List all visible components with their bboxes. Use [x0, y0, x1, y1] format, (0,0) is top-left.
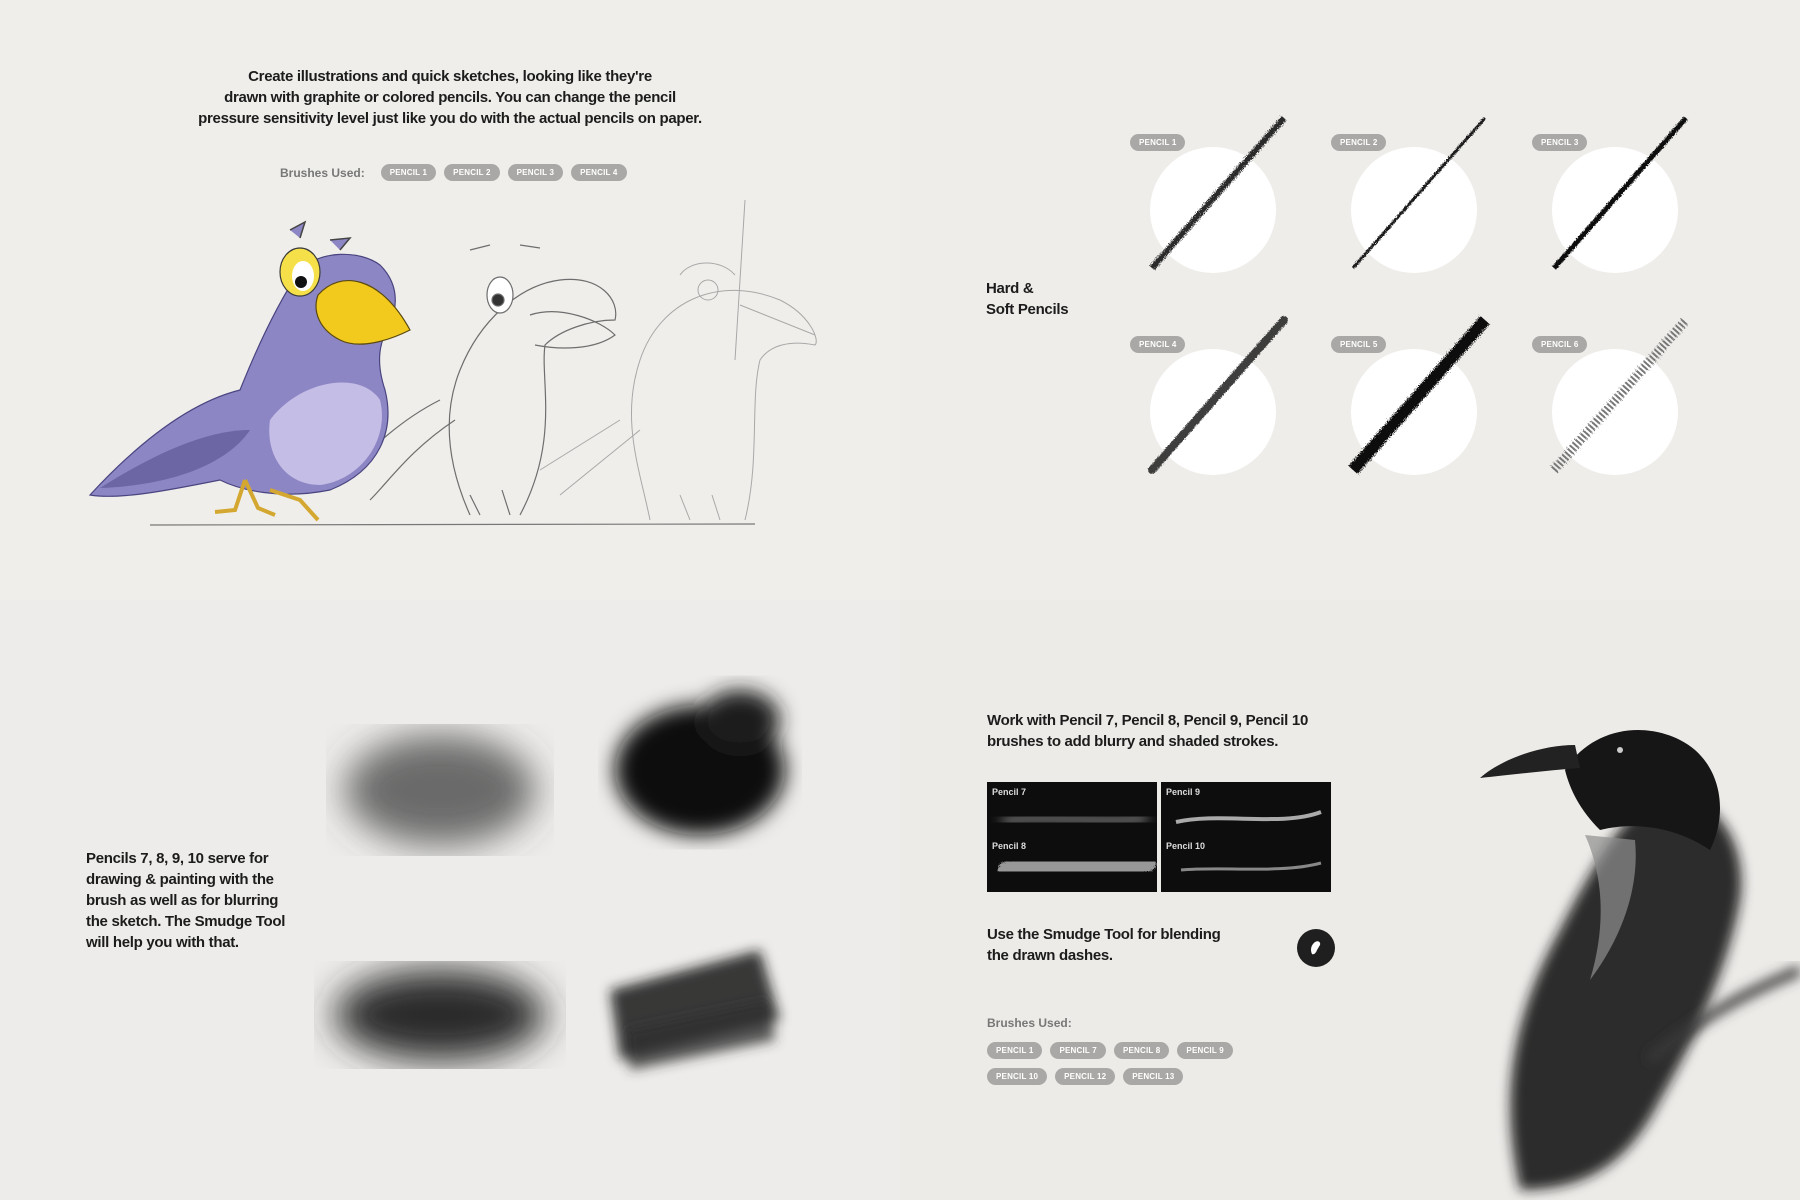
bird-sketch-illustration — [0, 0, 900, 600]
brushes-used-row-2 — [987, 1068, 1191, 1085]
brush-preview-pencil-8[interactable] — [987, 838, 1157, 892]
brush-tag[interactable]: PENCIL 4 — [571, 164, 626, 181]
pencil-tag: PENCIL 4 — [1130, 336, 1185, 353]
swatch-soft-grain — [345, 735, 535, 845]
tile-label: Pencil 9 — [1166, 787, 1201, 797]
tile-label: Pencil 8 — [992, 841, 1027, 851]
brush-tag[interactable]: PENCIL 10 — [987, 1068, 1047, 1085]
colored-bird — [90, 222, 410, 520]
intro-line-1: Create illustrations and quick sketches, looking like they're — [248, 68, 652, 85]
intro-line-3: pressure sensitivity level just like you do with the actual pencils on paper. — [198, 110, 702, 127]
intro-line-2: drawn with graphite or colored pencils. You can change the pencil — [224, 89, 676, 106]
intro-line-1: Work with Pencil 7, Pencil 8, Pencil 9, Pencil 10 — [987, 712, 1308, 729]
brush-tag[interactable]: PENCIL 12 — [1055, 1068, 1115, 1085]
panel-colored-pencils — [0, 0, 900, 600]
blur-swatches — [0, 600, 900, 1200]
sketch-bird-3 — [540, 200, 816, 520]
brushes-used-label: Brushes Used: — [280, 165, 365, 180]
tile-label: Pencil 10 — [1166, 841, 1206, 851]
work-with-text — [987, 710, 1308, 752]
panel-hard-soft-pencils — [900, 0, 1800, 600]
brush-tag[interactable]: PENCIL 1 — [987, 1042, 1042, 1059]
brushes-used-label: Brushes Used: — [987, 1016, 1072, 1030]
smudge-line-2: the drawn dashes. — [987, 947, 1113, 964]
brush-tag[interactable]: PENCIL 7 — [1050, 1042, 1105, 1059]
description-line-1: Pencils 7, 8, 9, 10 serve for — [86, 850, 269, 867]
intro-line-2: brushes to add blurry and shaded strokes. — [987, 733, 1279, 750]
description-line-4: the sketch. The Smudge Tool — [86, 913, 286, 930]
brush-tag[interactable]: PENCIL 13 — [1123, 1068, 1183, 1085]
swatch-smudge-1 — [335, 970, 545, 1060]
brush-tag[interactable]: PENCIL 2 — [444, 164, 499, 181]
pencil-sample-5[interactable] — [1331, 314, 1531, 514]
pencil-tag: PENCIL 3 — [1532, 134, 1587, 151]
brush-preview-pencil-10[interactable] — [1161, 838, 1331, 892]
crow-illustration — [1320, 600, 1800, 1200]
brush-tag[interactable]: PENCIL 1 — [381, 164, 436, 181]
pencil-sample-2[interactable] — [1331, 112, 1531, 312]
heading-line-2: Soft Pencils — [986, 301, 1069, 318]
hard-soft-heading — [986, 278, 1068, 320]
swatch-smudge-2 — [610, 950, 780, 1070]
smudge-text — [987, 924, 1220, 966]
panel-smudge-tool — [900, 600, 1800, 1200]
smudge-line-1: Use the Smudge Tool for blending — [987, 926, 1221, 943]
description-line-3: brush as well as for blurring — [86, 892, 279, 909]
pencil-tag: PENCIL 5 — [1331, 336, 1386, 353]
pencil-tag: PENCIL 1 — [1130, 134, 1185, 151]
pencil-sample-6[interactable] — [1532, 314, 1732, 514]
description-line-5: will help you with that. — [86, 934, 239, 951]
brush-tag[interactable]: PENCIL 8 — [1114, 1042, 1169, 1059]
brush-tag[interactable]: PENCIL 9 — [1177, 1042, 1232, 1059]
panel-blur-pencils — [0, 600, 900, 1200]
heading-line-1: Hard & — [986, 280, 1034, 297]
tile-label: Pencil 7 — [992, 787, 1027, 797]
brush-tag[interactable]: PENCIL 3 — [508, 164, 563, 181]
pencil-tag: PENCIL 6 — [1532, 336, 1587, 353]
description-line-2: drawing & painting with the — [86, 871, 274, 888]
pencil-tag: PENCIL 2 — [1331, 134, 1386, 151]
swatch-dark-blob — [615, 690, 785, 835]
pencil-sample-4[interactable] — [1130, 314, 1330, 514]
brushes-used-row-1 — [987, 1042, 1241, 1059]
pencil-sample-3[interactable] — [1532, 112, 1732, 312]
pencil-sample-1[interactable] — [1130, 112, 1330, 312]
